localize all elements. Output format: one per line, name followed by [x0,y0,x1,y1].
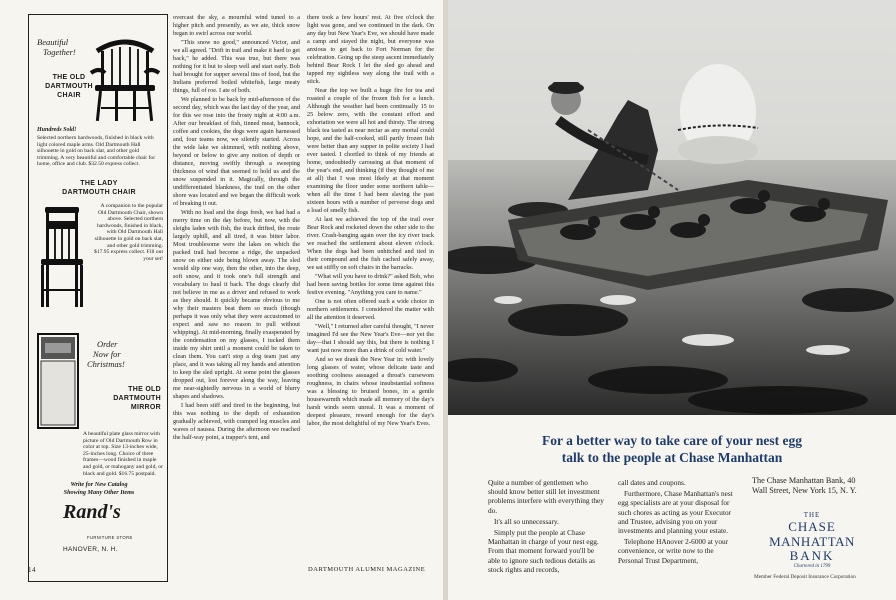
catalog-line: Write for New Catalog [70,481,128,488]
tag-line: Now for [93,349,121,359]
tag-line: Beautiful [37,37,69,47]
title-line: DARTMOUTH [113,395,161,402]
logo-line: THE [803,511,821,519]
title-line: DARTMOUTH CHAIR [62,189,136,196]
paragraph: Near the top we built a huge fire for tea and roasted a couple of the frozen fish for a lunch. Although the weather had been continually 15 to 25 below zero, with the constant effort and exhortation we were all hot and thirsty. The strong black tea tasted as near nectar as any mortal could hope, and the half-cooked, still partly frozen fish were better than any supper in polite society I had ever tasted. I chortled to think of my friends at home, undoubtedly carousing at that moment of the year's end, and thinking (if they thought of me at all) that I was most likely at that moment examining the floor under some northern table—when all the time I had been slaving the past sixteen hours with a number of perverse dogs and a load of smelly fish. [307,87,434,214]
page-number: 14 [28,566,36,574]
paragraph: I had been stiff and tired in the beginning, but this was nothing to the depth of exhaustion gradually achieved, with cramped leg muscles and waves of nausea. During the afternoon we reached the half-way point, a trapper's tent, and [173,402,300,441]
paragraph: With no load and the dogs fresh, we had had a merry time on the day before, but now, with the sleighs laden with fish, the track drifted, the route largely uphill, and all tired, it was bitter labor. Most troublesome were the lakes on which the packed trail had become a ridge, the unpacked snow on either side being blown away. The sled would slip one way, then the other, into the deep, soft snow, and it took one's full strength and vocabulary to haul it back. The dogs clearly did not believe in me as a driver and refused to work as they should. It quickly became obvious to me why their masters beat them so much (though perhaps it was only what they were accustomed to expect and saw no reason to pull without whipping). At mid-morning, finally exasperated by the condensation on my glasses, I tucked them inside my shirt until a moment could be taken to clean them. You can't stop a dog team just any place, and it was taking all my hands and attention to keep the sled upright. At some point the glasses dropped out, lost forever along the way, leaving me near-sightedly nervous in a world of blurry shapes and shadows. [173,209,300,400]
paragraph: "What will you have to drink?" asked Bob, who had been saving bottles for some time against this festive evening. "Anything you care to name." [307,273,434,296]
lady-dartmouth-chair-title [37,179,161,197]
paragraph: It's all so unnecessary. [494,516,559,526]
tag-line: Order [97,339,118,349]
rands-location: HANOVER, N. H. [63,546,118,553]
logo-line: MANHATTAN [769,534,855,549]
article-column-2 [307,14,434,429]
title-line: MIRROR [130,404,161,411]
old-dartmouth-mirror-image [37,333,79,429]
paragraph: Quite a number of gentlemen who should know better still let investment problems interfere with everything they do. [488,478,604,515]
right-page [448,0,896,600]
fdic-member-note: Member Federal Deposit Insurance Corporation [754,574,856,580]
title-line: THE OLD [128,386,161,393]
ad-headline [448,432,896,466]
logo-line: BANK [789,548,835,563]
old-dartmouth-chair-description: Selected northern hardwoods, finished in black with light colored maple arms. Old Dartmouth Hall silhouette in gold on back slat, and other gold trimming. A very beautiful and comfortable chair for home, office and club. $32.50 express collect. [37,135,156,168]
tag-line: Christmas! [87,359,125,369]
logo-line: Chartered in 1799 [793,564,831,569]
paragraph: "This snow no good," announced Victor, and we all agreed. "Drift in trail and make it hard to get back," he added. This was true, but there was nothing for it but to sleep well and start early. Bob had brought for supper several tins of food, but the Indians preferred boiled whitefish, large meaty things, full of roe. I ate of both. [173,39,300,94]
lady-dartmouth-chair-description: A companion to the popular Old Dartmouth Chair, shown above. Selected northern hardwoods, finished in black, with Old Dartmouth Hall silhouette in gold on back slat, and other gold trimming. $17.95 express collect. Fill out your set! [94,203,163,262]
left-page [0,0,443,600]
paragraph: And so we drank the New Year in: with lovely long glasses of water, whose delicate taste and soothing coolness assuaged a throat's cursewom roughness, in chairs whose insubstantial softness was a blessing to bruised bones, in a gentle housewarmth which made all memory of the day's harsh winds seem unreal. It was a moment of deepest pleasure, reward enough for the day's labor, the most delightful of my New Year's Eves. [307,356,434,427]
title-line: DARTMOUTH [45,83,93,90]
paragraph: At last we achieved the top of the trail over Bear Rock and rocketed down the other side to the river. Crash-banging again over the icy river track we reached the settlement about eleven o'clock. When the dogs had been unhitched and tied in their compound and the fish cached safely away, we sat stiffly on soft chairs in the barracks. [307,216,434,271]
title-line: THE OLD [52,74,86,81]
headline-line: talk to the people at Chase Manhattan [561,450,783,465]
catalog-line: Showing Many Other Items [63,489,135,496]
tag-line: Together! [43,47,76,57]
hundreds-sold-note: Hundreds Sold! [37,127,77,133]
address-line: Wall Street, New York 15, N. Y. [752,486,857,495]
decoy-boat-photo [448,0,896,415]
paragraph: overcast the sky, a mournful wind tuned to a higher pitch and presently, as we ate, thick snow began to swirl across our world. [173,14,300,37]
ad-body-column-1 [488,478,606,576]
beautiful-together-tag [37,37,76,57]
bank-address [752,476,892,496]
old-dartmouth-chair-image [89,23,161,123]
paragraph: Simply put the people at Chase Manhattan in charge of your nest egg. From that moment forward you'll be able to ignore such tedious details as stock rights and records, [488,528,599,574]
paragraph: call dates and coupons. [618,478,686,487]
title-line: CHAIR [57,92,81,99]
paragraph: "Well," I returned after careful thought, "I never imagined I'd see the New Year's Eve—nor yet the day—that I should say this, but there is nothing I want just now more than a drink of cold water." [307,323,434,354]
article-column-1 [173,14,300,443]
ad-body-column-2 [618,478,736,567]
logo-line: CHASE [788,519,836,534]
order-now-tag [87,339,159,369]
rands-advertisement [28,14,168,582]
old-dartmouth-mirror-title [85,385,161,412]
rands-logo: Rand's [63,501,121,523]
title-line: THE LADY [80,180,118,187]
paragraph: there took a few hours' rest. At five o'clock the light was gone, and we continued in the dark. On any day but New Year's Eve, we should have made a camp and stayed the night, but everyone was anxious to get back to Fort Norman for the celebration. Going up the steep ascent immediately behind Bear Rock I let the sled go ahead and tapped my sightless way along the trail with a stick. [307,14,434,85]
catalog-note [37,481,161,497]
chase-manhattan-logo [752,512,872,570]
old-dartmouth-chair-title [39,73,99,100]
paragraph: One is not often offered such a wide choice in northern settlements. I considered the matter with all the attention it deserved. [307,298,434,321]
paragraph: Telephone HAnover 2-6000 at your convenience, or write now to the Personal Trust Department, [618,537,729,565]
rands-logo-sub: FURNITURE STORE [87,535,133,540]
paragraph: Furthermore, Chase Manhattan's nest egg specialists are at your disposal for such chores as acting as your Executor and Trustee, advising you on your investments and planning your estate. [618,489,733,536]
magazine-name: DARTMOUTH ALUMNI MAGAZINE [308,566,426,573]
headline-line: For a better way to take care of your nest egg [542,433,802,448]
address-line: The Chase Manhattan Bank, 40 [752,476,856,485]
old-dartmouth-mirror-description: A beautiful plate glass mirror with picture of Old Dartmouth Row in color at top. Size 13-inches wide, 25-inches long. Choice of three frames—wood finished in maple and gold, or mahogany and gold, or black and gold. $16.75 postpaid. [83,431,163,477]
paragraph: We planned to be back by mid-afternoon of the second day, which was the last day of the year, and for this we rose into the frosty night at 4:00 a.m. After our breakfast of fish, tinned meat, bannock, coffee and cookies, the dogs were again harnessed and, four teams now, we silently started. Across the wide lake we skimmed, with nothing above, beyond or below to give any notion of depth or distance, moving swiftly through a sweeping thickness of wind that seemed to hold us and the snow suspended in it. Magically, through the undifferentiated blankness, the trail on the other shore was located and we began the difficult work of breaking it out. [173,96,300,207]
lady-dartmouth-chair-image [37,201,87,311]
